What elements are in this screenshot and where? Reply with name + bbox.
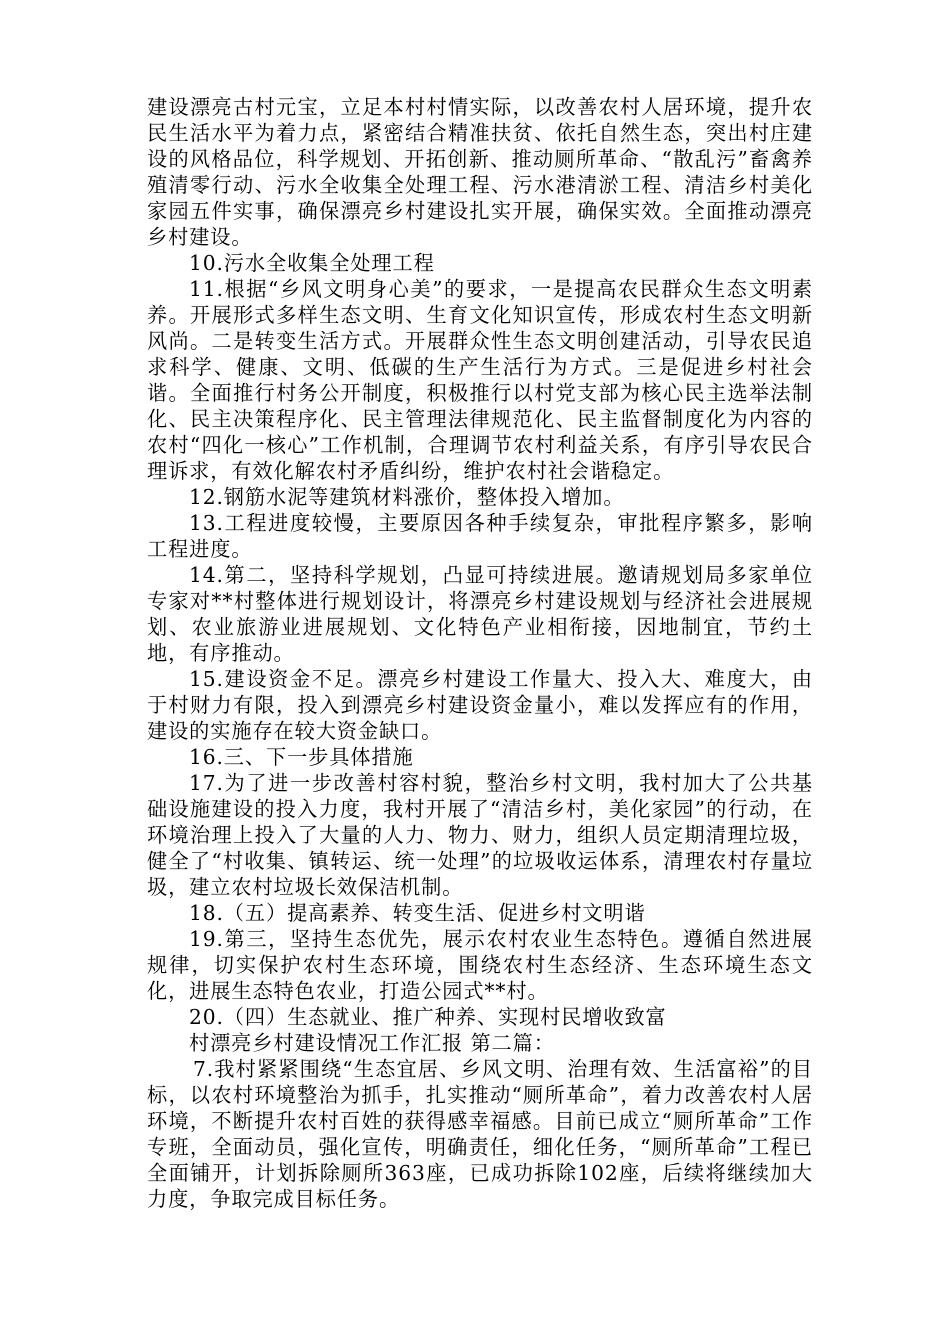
paragraph-11: 11.根据“乡风文明身心美”的要求，一是提高农民群众生态文明素养。开展形式多样生态文明、生育文化知识宣传，形成农村生态文明新风尚。二是转变生活方式。开展群众性生态文明创建活动，引导农民追求科学、健康、文明、低碳的生产生活行为方式。三是促进乡村社会谐。全面推行村务公开制度，积极推行以村党支部为核心民主选举法制化、民主决策程序化、民主管理法律规范化、民主监督制度化为内容的农村“四化一核心”工作机制，合理调节农村利益关系，有序引导农民合理诉求，有效化解农村矛盾纠纷，维护农村社会谐稳定。 [147, 277, 813, 483]
paragraph-7: 7.我村紧紧围绕“生态宜居、乡风文明、治理有效、生活富裕”的目标，以农村环境整治为抓手，扎实推动“厕所革命”，着力改善农村人居环境，不断提升农村百姓的获得感幸福感。目前已成立“厕所革命”工作专班，全面动员，强化宣传，明确责任，细化任务，“厕所革命”工程已全面铺开，计划拆除厕所363座，已成功拆除102座，后续将继续加大力度，争取完成目标任务。 [147, 1057, 813, 1211]
paragraph-18: 18.（五）提高素养、转变生活、促进乡村文明谐 [189, 901, 646, 925]
paragraph-13: 13.工程进度较慢，主要原因各种手续复杂，审批程序繁多，影响工程进度。 [147, 511, 813, 561]
paragraph-19: 19.第三，坚持生态优先，展示农村农业生态特色。遵循自然进展规律，切实保护农村生态环境，围绕农村生态经济、生态环境生态文化，进展生态特色农业，打造公园式**村。 [147, 927, 813, 1003]
paragraph-15: 15.建设资金不足。漂亮乡村建设工作量大、投入大、难度大，由于村财力有限，投入到漂亮乡村建设资金量小，难以发挥应有的作用，建设的实施存在较大资金缺口。 [147, 667, 813, 743]
paragraph-intro: 建设漂亮古村元宝，立足本村村情实际，以改善农村人居环境，提升农民生活水平为着力点，紧密结合精准扶贫、依托自然生态，突出村庄建设的风格品位，科学规划、开拓创新、推动厕所革命、“散乱污”畜禽养殖清零行动、污水全收集全处理工程、污水港清淤工程、清洁乡村美化家园五件实事，确保漂亮乡村建设扎实开展，确保实效。全面推动漂亮乡村建设。 [147, 95, 813, 249]
paragraph-14: 14.第二，坚持科学规划，凸显可持续进展。邀请规划局多家单位专家对**村整体进行规划设计，将漂亮乡村建设规划与经济社会进展规划、农业旅游业进展规划、文化特色产业相衔接，因地制宜，节约土地，有序推动。 [147, 563, 813, 665]
paragraph-20: 20.（四）生态就业、推广种养、实现村民增收致富 [189, 1005, 667, 1029]
document-page [147, 94, 813, 1212]
paragraph-10: 10.污水全收集全处理工程 [189, 251, 435, 275]
paragraph-16: 16.三、下一步具体措施 [189, 745, 414, 769]
paragraph-17: 17.为了进一步改善村容村貌，整治乡村文明，我村加大了公共基础设施建设的投入力度，我村开展了“清洁乡村，美化家园”的行动，在环境治理上投入了大量的人力、物力、财力，组织人员定期清理垃圾，健全了“村收集、镇转运、统一处理”的垃圾收运体系，清理农村存量垃圾，建立农村垃圾长效保洁机制。 [147, 771, 813, 899]
section-heading-part-two: 村漂亮乡村建设情况工作汇报 第二篇： [189, 1031, 555, 1055]
paragraph-12: 12.钢筋水泥等建筑材料涨价，整体投入增加。 [189, 485, 625, 509]
